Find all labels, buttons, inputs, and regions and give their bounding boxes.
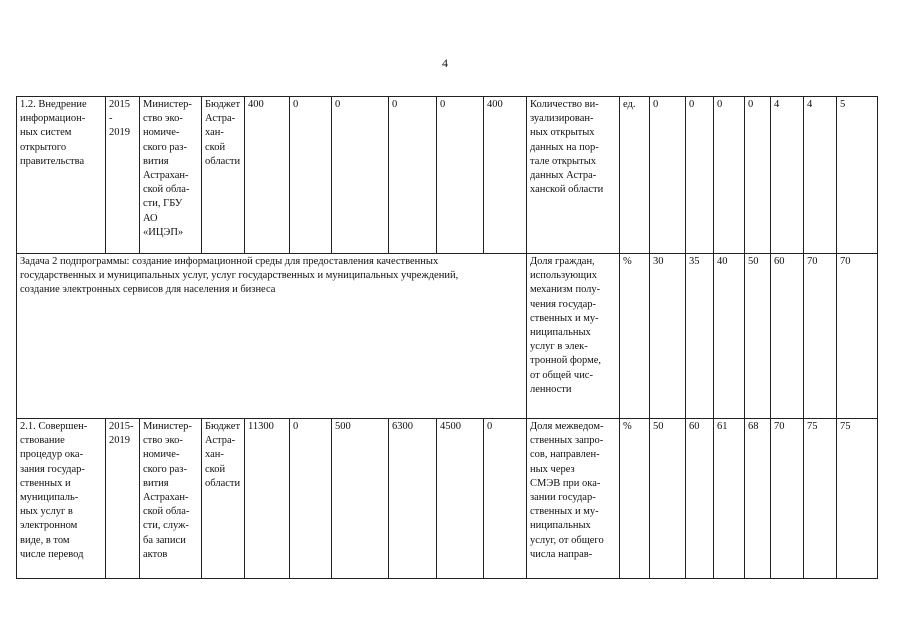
cost-cell: 0 [290, 419, 332, 579]
page-number: 4 [442, 56, 448, 70]
indicator-cell: Доля межведом- ственных запро- сов, направлен- ных через СМЭВ при ока- зании государ- ственных и му- ниципальных услуг, от общего числа направ- [527, 419, 620, 579]
value-cell: 75 [837, 419, 878, 579]
cost-cell: 0 [437, 97, 484, 254]
unit-cell: % [620, 419, 650, 579]
value-cell: 61 [714, 419, 745, 579]
task-cell: Задача 2 подпрограммы: создание информационной среды для предоставления качественных государственных и муниципальных услуг, услуг государственных и муниципальных учреждений, создание электронных сервисов для населения и бизнеса [17, 254, 527, 419]
value-cell: 0 [745, 97, 771, 254]
source-cell: Бюджет Астра- хан- ской области [202, 419, 245, 579]
cost-cell: 0 [389, 97, 437, 254]
value-cell: 35 [686, 254, 714, 419]
table-row [17, 254, 878, 419]
value-cell: 60 [771, 254, 804, 419]
years-cell: 2015 - 2019 [106, 97, 140, 254]
value-cell: 50 [745, 254, 771, 419]
executor-cell: Министер- ство эко- номиче- ского раз- вития Астрахан- ской обла- сти, ГБУ АО «ИЦЭП» [140, 97, 202, 254]
value-cell: 0 [650, 97, 686, 254]
value-cell: 50 [650, 419, 686, 579]
value-cell: 4 [804, 97, 837, 254]
cost-cell: 4500 [437, 419, 484, 579]
measure-cell: 1.2. Внедрение информацион- ных систем открытого правительства [17, 97, 106, 254]
program-table [16, 96, 878, 579]
indicator-cell: Доля граждан, использующих механизм полу- чения государ- ственных и му- ниципальных услуг в элек- тронной форме, от общей чис- ленности [527, 254, 620, 419]
years-cell: 2015- 2019 [106, 419, 140, 579]
cost-cell: 11300 [245, 419, 290, 579]
table-row [17, 419, 878, 579]
cost-cell: 6300 [389, 419, 437, 579]
source-cell: Бюджет Астра- хан- ской области [202, 97, 245, 254]
value-cell: 30 [650, 254, 686, 419]
table-row [17, 97, 878, 254]
value-cell: 60 [686, 419, 714, 579]
unit-cell: % [620, 254, 650, 419]
unit-cell: ед. [620, 97, 650, 254]
value-cell: 0 [686, 97, 714, 254]
value-cell: 75 [804, 419, 837, 579]
cost-cell: 0 [332, 97, 389, 254]
cost-cell: 400 [245, 97, 290, 254]
cost-cell: 0 [484, 419, 527, 579]
value-cell: 40 [714, 254, 745, 419]
cost-cell: 400 [484, 97, 527, 254]
measure-cell: 2.1. Совершен- ствование процедур ока- зания государ- ственных и муниципаль- ных услуг в электронном виде, в том числе перевод [17, 419, 106, 579]
executor-cell: Министер- ство эко- номиче- ского раз- вития Астрахан- ской обла- сти, служ- ба записи актов [140, 419, 202, 579]
value-cell: 5 [837, 97, 878, 254]
value-cell: 4 [771, 97, 804, 254]
cost-cell: 0 [290, 97, 332, 254]
value-cell: 70 [804, 254, 837, 419]
cost-cell: 500 [332, 419, 389, 579]
value-cell: 70 [837, 254, 878, 419]
indicator-cell: Количество ви- зуализирован- ных открытых данных на пор- тале открытых данных Астра- ханской области [527, 97, 620, 254]
value-cell: 0 [714, 97, 745, 254]
value-cell: 68 [745, 419, 771, 579]
value-cell: 70 [771, 419, 804, 579]
